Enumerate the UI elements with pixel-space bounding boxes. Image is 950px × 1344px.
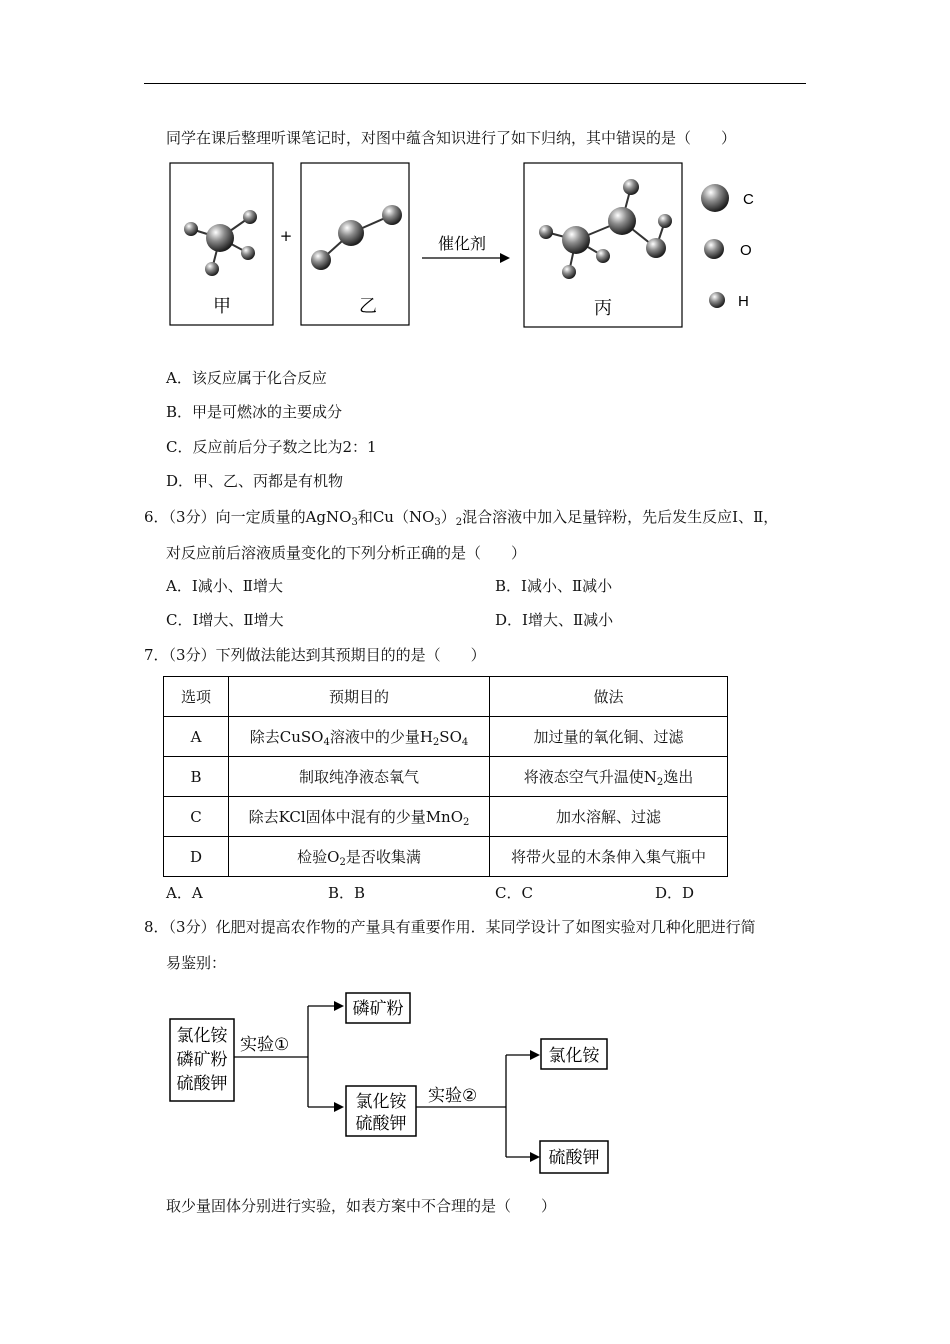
box-label-bing: 丙: [594, 298, 612, 318]
header-rule: [144, 83, 806, 84]
catalyst-label: 催化剂: [437, 234, 487, 253]
q7-table: [163, 676, 728, 877]
q6-stem: 6．（3分）向一定质量的AgNO$_3$和$Cu(NO_3)_2$混合溶液中加入足量锌粉，先后发生反应Ⅰ、Ⅱ，: [144, 508, 779, 528]
q8-stem: 8．（3分）化肥对提高农作物的产量具有重要作用．某同学设计了如图实验对几种化肥进行简: [144, 918, 756, 936]
arrow-icon: [530, 1152, 540, 1162]
molecule-reaction-diagram: [160, 155, 780, 335]
table-row: D 检验$O_2$是否收集满 将带火显的木条伸入集气瓶中: [164, 837, 728, 877]
q7-option-a: A．A: [166, 884, 203, 902]
q8-stem-line2: 易鉴别：: [166, 954, 227, 972]
carbon-atom: [206, 224, 234, 252]
start-item-1: 氯化铵: [176, 1026, 228, 1046]
table-header-row: [164, 677, 728, 717]
header-goal: 预期目的: [229, 677, 490, 717]
mid-item-1: 氯化铵: [355, 1092, 407, 1112]
q8-after-text: 取少量固体分别进行实验，如表方案中不合理的是（ ）: [166, 1197, 557, 1215]
table-row: A 除去CuSO$_4$溶液中的少量$H_2SO_4$ 加过量的氧化铜、过滤: [164, 717, 728, 757]
q5-option-d: D．甲、乙、丙都是有机物: [166, 472, 344, 490]
q7-stem: 7．（3分）下列做法能达到其预期目的的是（ ）: [144, 646, 486, 664]
start-item-2: 磷矿粉: [176, 1050, 228, 1070]
plus-sign: +: [279, 227, 293, 245]
header-method: 做法: [490, 677, 728, 717]
q6-option-d: D．Ⅰ增大、Ⅱ减小: [495, 611, 614, 629]
experiment-2-label: 实验②: [428, 1086, 478, 1106]
box-label-yi: 乙: [359, 296, 377, 316]
q5-option-b: B．甲是可燃冰的主要成分: [166, 403, 343, 421]
arrow-icon: [530, 1050, 540, 1060]
table-row: C 除去KCl固体中混有的少量MnO$_2$ 加水溶解、过滤: [164, 797, 728, 837]
table-row: B 制取纯净液态氧气 将液态空气升温使$N_2$逸出: [164, 757, 728, 797]
fertilizer-flowchart: [160, 985, 630, 1180]
q6-option-a: A．Ⅰ减小、Ⅱ增大: [166, 577, 283, 595]
arrow-icon: [334, 1102, 344, 1112]
q5-option-c: C．反应前后分子数之比为2：1: [166, 438, 377, 456]
experiment-1-label: 实验①: [240, 1035, 290, 1055]
q6-stem-line2: 对反应前后溶液质量变化的下列分析正确的是（ ）: [166, 544, 527, 562]
legend-c: C: [743, 191, 754, 208]
arrow-icon: [334, 1001, 344, 1011]
result-box-3: 硫酸钾: [548, 1148, 600, 1168]
q7-option-b: B．B: [328, 884, 366, 902]
mid-item-2: 硫酸钾: [355, 1114, 407, 1134]
q5-option-a: A．该反应属于化合反应: [166, 369, 327, 387]
start-item-3: 硫酸钾: [176, 1074, 228, 1094]
q7-option-d: D．D: [655, 884, 695, 902]
legend-h: H: [738, 293, 749, 310]
result-box-2: 氯化铵: [548, 1046, 600, 1066]
result-box-1: 磷矿粉: [352, 999, 404, 1019]
q6-option-c: C．Ⅰ增大、Ⅱ增大: [166, 611, 284, 629]
q6-option-b: B．Ⅰ减小、Ⅱ减小: [495, 577, 613, 595]
q7-option-c: C．C: [495, 884, 533, 902]
q5-stem: 同学在课后整理听课笔记时，对图中蕴含知识进行了如下归纳，其中错误的是（ ）: [166, 129, 737, 147]
header-option: 选项: [164, 677, 229, 717]
legend-o: O: [740, 242, 752, 259]
box-label-jia: 甲: [213, 296, 231, 316]
reaction-arrow-icon: [500, 253, 510, 263]
